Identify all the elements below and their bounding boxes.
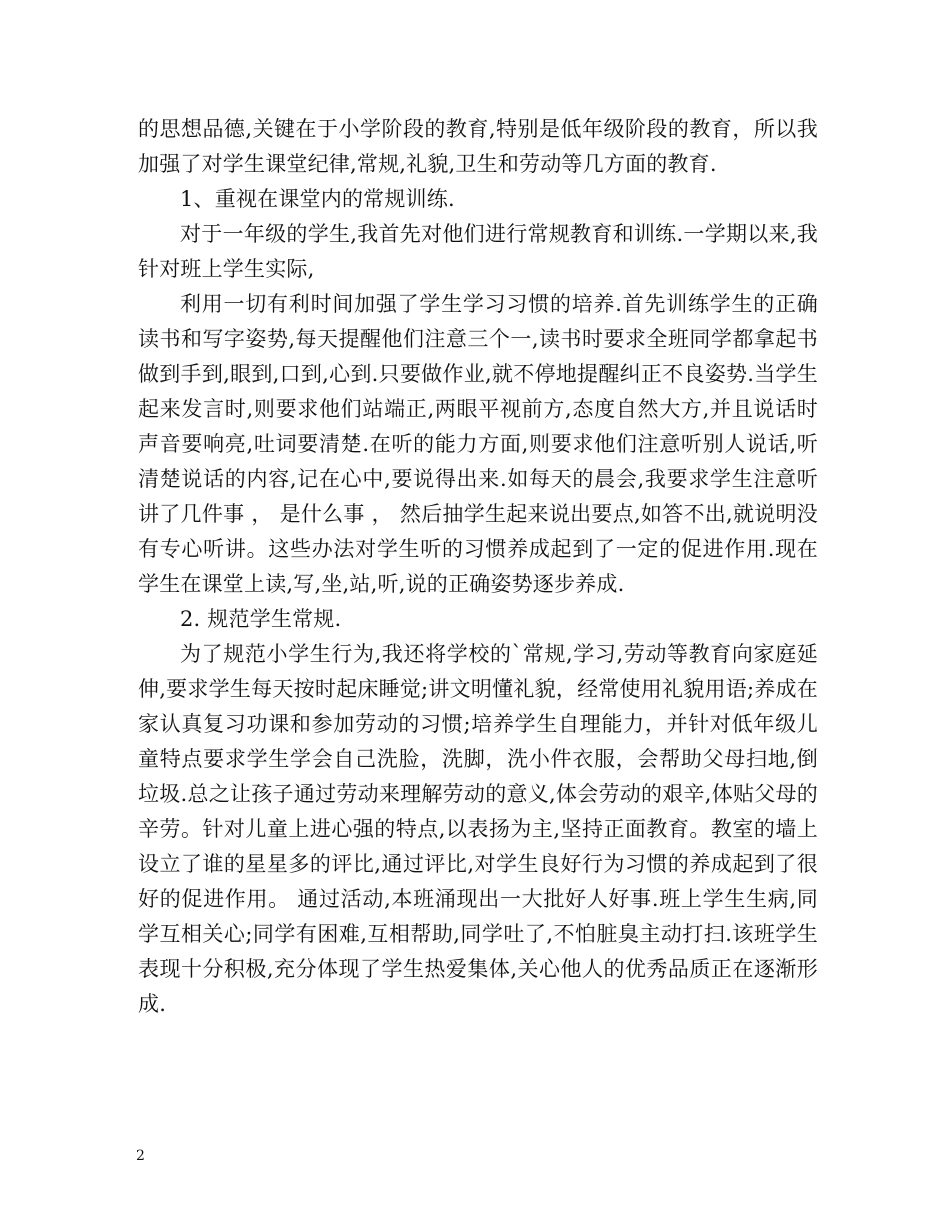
paragraph-6: 为了规范小学生行为,我还将学校的`常规,学习,劳动等教育向家庭延伸,要求学生每天按时起床睡觉;讲文明懂礼貌，经常使用礼貌用语;养成在家认真复习功课和参加劳动的习惯;培养学生自理能力，并针对低年级儿童特点要求学生学会自己洗脸，洗脚，洗小件衣服，会帮助父母扫地,倒垃圾.总之让孩子通过劳动来理解劳动的意义,体会劳动的艰辛,体贴父母的辛劳。针对儿童上进心强的特点,以表扬为主,坚持正面教育。教室的墙上设立了谁的星星多的评比,通过评比,对学生良好行为习惯的养成起到了很好的促进作用。 通过活动,本班涌现出一大批好人好事.班上学生生病,同学互相关心;同学有困难,互相帮助,同学吐了,不怕脏臭主动打扫.该班学生表现十分积极,充分体现了学生热爱集体,关心他人的优秀品质正在逐渐形成.: [138, 642, 818, 1016]
paragraph-3: 对于一年级的学生,我首先对他们进行常规教育和训练.一学期以来,我针对班上学生实际,: [138, 222, 818, 281]
paragraph-4: 利用一切有利时间加强了学生学习习惯的培养.首先训练学生的正确读书和写字姿势,每天提醒他们注意三个一,读书时要求全班同学都拿起书做到手到,眼到,口到,心到.只要做作业,就不停地提醒纠正不良姿势.当学生起来发言时,则要求他们站端正,两眼平视前方,态度自然大方,并且说话时声音要响亮,吐词要清楚.在听的能力方面,则要求他们注意听别人说话,听清楚说话的内容,记在心中,要说得出来.如每天的晨会,我要求学生注意听讲了几件事 ， 是什么事 ， 然后抽学生起来说出要点,如答不出,就说明没有专心听讲。这些办法对学生听的习惯养成起到了一定的促进作用.现在学生在课堂上读,写,坐,站,听,说的正确姿势逐步养成.: [138, 292, 818, 596]
paragraph-1: 的思想品德,关键在于小学阶段的教育,特别是低年级阶段的教育，所以我加强了对学生课堂纪律,常规,礼貌,卫生和劳动等几方面的教育.: [138, 117, 818, 176]
page-number: 2: [136, 1148, 145, 1164]
document-body: [138, 112, 818, 1022]
paragraph-2-heading: 1、重视在课堂内的常规训练.: [180, 187, 455, 211]
paragraph-5-heading: 2. 规范学生常规.: [180, 607, 342, 631]
